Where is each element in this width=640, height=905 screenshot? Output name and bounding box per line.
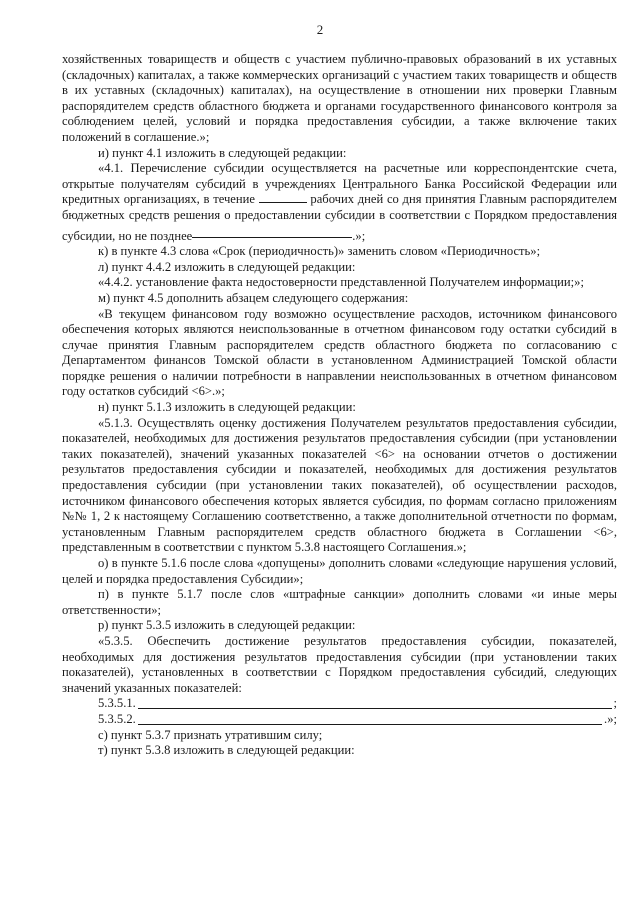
paragraph: хозяйственных товариществ и обществ с участием публично-правовых образований в их уставных (складочных) капиталах, а также коммерческих организаций с участием таких товариществ и обществ в их уставных (складочных) капиталах), на осуществление в отношении них проверки Главным распорядителем средств областного бюджета и органами государственного финансового контроля за соблюдением целей, условий и порядка предоставления субсидии, а также включение таких положений в соглашение.»; [62,52,617,144]
blank-field [259,192,307,203]
paragraph: к) в пункте 4.3 слова «Срок (периодичность)» заменить словом «Периодичность»; [98,244,541,259]
paragraph: н) пункт 5.1.3 изложить в следующей редакции: [98,400,356,415]
paragraph: «5.3.5. Обеспечить достижение результатов предоставления субсидии, показателей, необходимых для достижения результатов предоставления субсидии (при установлении таких показателей), установленных в соответствии с Порядком предоставления субсидий, следующих значений указанных показателей: [62,633,617,695]
blank-line [138,713,602,725]
paragraph: «4.4.2. установление факта недостоверности представленной Получателем информации;»; [98,275,584,290]
line-end: .»; [604,711,617,726]
paragraph: м) пункт 4.5 дополнить абзацем следующего содержания: [98,290,409,305]
paragraph-text: .»; [352,228,366,243]
paragraph: п) в пункте 5.1.7 после слов «штрафные санкции» дополнить словами «и иные меры ответственности»; [62,587,617,617]
indicator-line-1 [62,696,617,712]
paragraph: и) пункт 4.1 изложить в следующей редакции: [98,145,347,160]
blank-field [192,224,352,238]
document-body [62,52,617,759]
indicator-label: 5.3.5.1. [98,696,136,711]
paragraph: с) пункт 5.3.7 признать утратившим силу; [98,727,323,742]
indicator-line-2 [62,712,617,728]
paragraph: «5.1.3. Осуществлять оценку достижения Получателем результатов предоставления субсидии, показателей, необходимых для достижения результатов предоставления субсидии (при установлении таких показателей), значений указанных показателей <6> на основании отчетов о достижении результатов предоставления субсидии и показателей, необходимых для достижения результатов предоставления субсидии (при установлении таких показателей), об осуществлении расходов, источником финансового обеспечения которых является субсидия, по формам согласно приложениям №№ 1, 2 к настоящему Соглашению соответственно, а также дополнительной отчетности по формам, установленным Главным распорядителем средств областного бюджета в Соглашении <6>, представленным в соответствии с пунктом 5.3.8 настоящего Соглашения.»; [62,415,617,555]
blank-line [138,697,612,709]
line-end: ; [613,696,617,711]
paragraph-4-1 [62,161,617,244]
paragraph: т) пункт 5.3.8 изложить в следующей редакции: [98,743,355,758]
page-number: 2 [316,22,324,37]
paragraph: о) в пункте 5.1.6 после слова «допущены» дополнить словами «следующие нарушения условий, целей и порядка предоставления Субсидии»; [62,556,617,586]
paragraph: л) пункт 4.4.2 изложить в следующей редакции: [98,259,356,274]
paragraph: р) пункт 5.3.5 изложить в следующей редакции: [98,618,356,633]
paragraph: «В текущем финансовом году возможно осуществление расходов, источником финансового обеспечения которых являются неиспользованные в отчетном финансовом году остатки субсидий в случае принятия Главным распорядителем средств областного бюджета по согласованию с Департаментом финансов Томской области в установленном Администрацией Томской области порядке решения о наличии потребности в направлении неиспользованных в отчетном финансовом году остатков субсидий <6>.»; [62,306,617,399]
paragraph-text: рабочих дней со дня принятия Главным распорядителем бюджетных средств решения о предоставлении субсидии в соответствии с Порядком предоставления субсидии, но не позднее [62,192,617,243]
paragraph-text: «4.1. Перечисление субсидии осуществляется на расчетные или корреспондентские счета, открытые получателям субсидий в учреждениях Центрального Банка Российской Федерации или кредитных организациях, в течение [62,161,617,207]
indicator-label: 5.3.5.2. [98,711,136,726]
